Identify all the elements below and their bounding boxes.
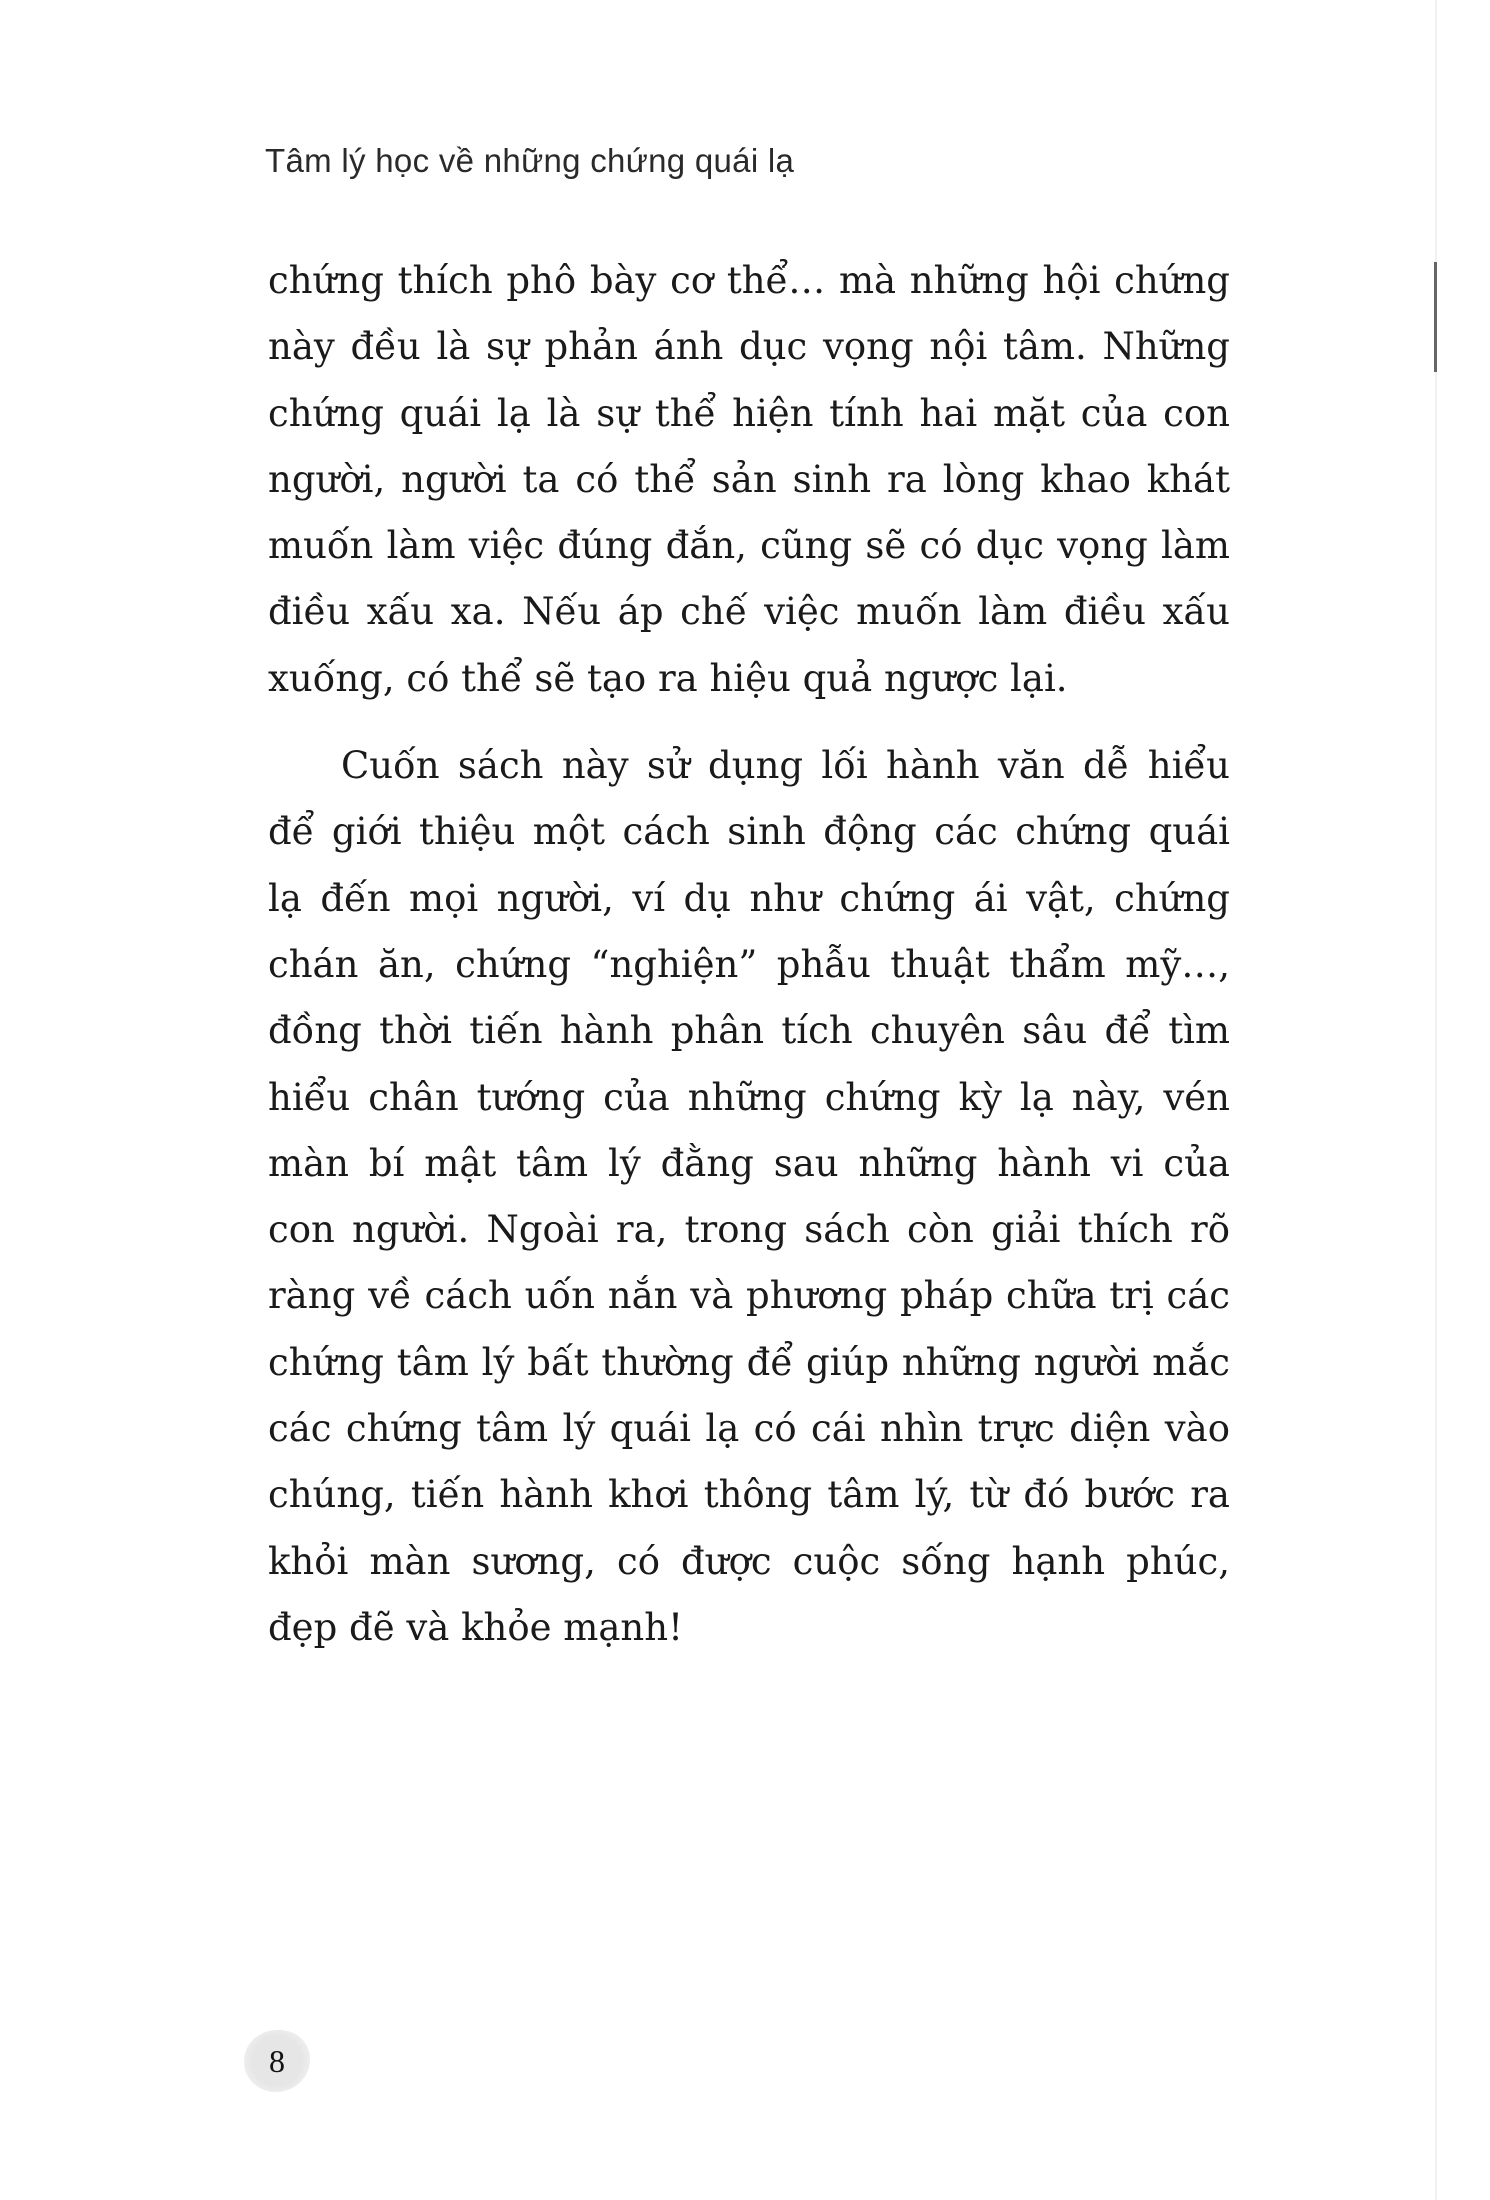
text-line: người, người ta có thể sản sinh ra lòng khao khát [268, 457, 1230, 501]
page-edge-mark [1434, 262, 1437, 372]
text-line: điều xấu xa. Nếu áp chế việc muốn làm điều xấu [268, 590, 1230, 634]
text-line: đẹp đẽ và khỏe mạnh! [268, 1605, 683, 1649]
text-line: Cuốn sách này sử dụng lối hành văn dễ hiểu [341, 744, 1230, 788]
text-line: chứng thích phô bày cơ thể… mà những hội chứng [268, 259, 1230, 302]
text-line: lạ đến mọi người, ví dụ như chứng ái vật, chứng [268, 876, 1230, 920]
paragraph [268, 252, 1230, 716]
text-line: ràng về cách uốn nắn và phương pháp chữa trị các [268, 1274, 1230, 1318]
text-line: để giới thiệu một cách sinh động các chứng quái [268, 810, 1230, 854]
text-line: hiểu chân tướng của những chứng kỳ lạ này, vén [268, 1075, 1230, 1119]
text-line: xuống, có thể sẽ tạo ra hiệu quả ngược lại. [268, 656, 1068, 700]
text-line: chứng tâm lý bất thường để giúp những người mắc [268, 1340, 1230, 1384]
paragraph [268, 737, 1230, 1665]
text-line: muốn làm việc đúng đắn, cũng sẽ có dục vọng làm [268, 524, 1230, 568]
text-line: khỏi màn sương, có được cuộc sống hạnh phúc, [268, 1539, 1230, 1583]
text-line: chán ăn, chứng “nghiện” phẫu thuật thẩm mỹ…, [268, 942, 1230, 986]
text-line: chứng quái lạ là sự thể hiện tính hai mặt của con [268, 391, 1230, 435]
body-text [268, 252, 1230, 1686]
text-line: màn bí mật tâm lý đằng sau những hành vi của [268, 1141, 1230, 1185]
text-line: các chứng tâm lý quái lạ có cái nhìn trực diện vào [268, 1407, 1230, 1451]
page-number: 8 [244, 2030, 310, 2092]
text-line: con người. Ngoài ra, trong sách còn giải thích rõ [268, 1208, 1230, 1252]
running-header: Tâm lý học về những chứng quái lạ [265, 142, 795, 179]
text-line: chúng, tiến hành khơi thông tâm lý, từ đó bước ra [268, 1473, 1230, 1517]
text-line: này đều là sự phản ánh dục vọng nội tâm. Những [268, 325, 1230, 369]
text-line: đồng thời tiến hành phân tích chuyên sâu để tìm [268, 1009, 1230, 1053]
